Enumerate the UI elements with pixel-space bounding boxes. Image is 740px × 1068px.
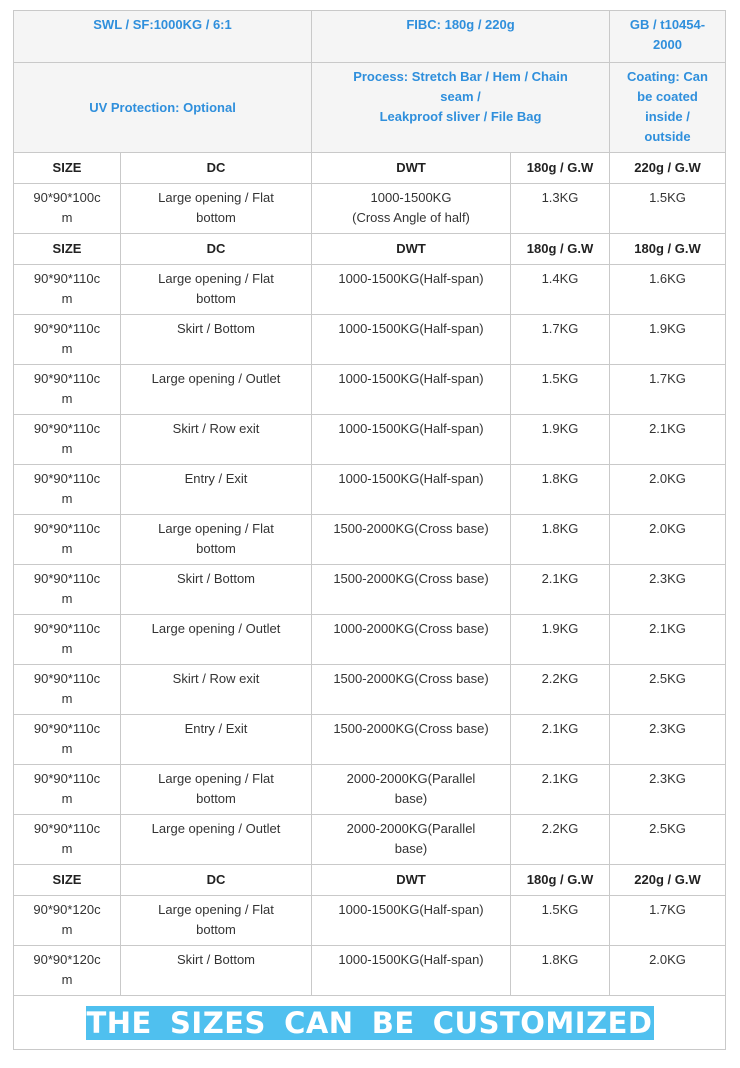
dwt-line: 1000-1500KG(Half-span) [338, 371, 484, 386]
size-cell [14, 365, 121, 415]
dwt-cell [312, 315, 511, 365]
size-line: 90*90*110c [33, 771, 101, 786]
dwt-line: 1500-2000KG(Cross base) [333, 521, 489, 536]
size-line: m [61, 691, 73, 706]
gw-180g-cell: 2.2KG [511, 665, 610, 715]
dc-cell [121, 265, 312, 315]
gw-180g-header: 180g / G.W [511, 153, 610, 184]
gw-180g-cell: 1.5KG [511, 365, 610, 415]
table-row [14, 365, 726, 415]
dwt-cell [312, 615, 511, 665]
swl-cell: SWL / SF:1000KG / 6:1 [14, 11, 312, 63]
dc-cell [121, 946, 312, 996]
dc-cell [121, 565, 312, 615]
size-header: SIZE [14, 153, 121, 184]
dwt-line: base) [394, 791, 428, 806]
gw-180g-cell: 1.8KG [511, 465, 610, 515]
dc-line: Large opening / Flat [158, 521, 274, 536]
size-header: SIZE [14, 234, 121, 265]
size-line: 90*90*100c [33, 190, 101, 205]
gw-220g-cell: 1.9KG [610, 315, 726, 365]
column-header-row [14, 153, 726, 184]
dc-cell [121, 415, 312, 465]
dwt-cell [312, 715, 511, 765]
table-row [14, 315, 726, 365]
gw-180g-cell: 1.5KG [511, 896, 610, 946]
dc-line: Large opening / Flat [158, 271, 274, 286]
table-row [14, 565, 726, 615]
dwt-line: 1500-2000KG(Cross base) [333, 571, 489, 586]
coating-line: Coating: Can [627, 69, 708, 84]
dc-header: DC [121, 153, 312, 184]
uv-protection-cell: UV Protection: Optional [14, 63, 312, 153]
size-line: m [61, 341, 73, 356]
header-row-1 [14, 11, 726, 63]
process-line: Leakproof sliver / File Bag [379, 109, 542, 124]
dwt-line: 1000-1500KG(Half-span) [338, 902, 484, 917]
banner-cell [14, 996, 726, 1050]
gb-line: GB / t10454- [629, 17, 706, 32]
gw-220g-cell: 2.0KG [610, 946, 726, 996]
table-row [14, 615, 726, 665]
size-line: 90*90*110c [33, 471, 101, 486]
dwt-line: 1000-1500KG(Half-span) [338, 271, 484, 286]
dc-line: Skirt / Bottom [176, 952, 256, 967]
dwt-line: 1000-1500KG(Half-span) [338, 421, 484, 436]
dwt-cell [312, 665, 511, 715]
dc-cell [121, 515, 312, 565]
coating-line: be coated [637, 89, 698, 104]
dc-line: Large opening / Flat [158, 190, 274, 205]
gw-180g-cell: 2.1KG [511, 565, 610, 615]
dc-line: Skirt / Bottom [176, 571, 256, 586]
dwt-cell [312, 265, 511, 315]
dwt-cell [312, 946, 511, 996]
dc-header: DC [121, 865, 312, 896]
customize-banner: THE SIZES CAN BE CUSTOMIZED [86, 1006, 653, 1040]
column-header-row [14, 234, 726, 265]
gb-line: 2000 [653, 37, 682, 52]
table-row [14, 946, 726, 996]
size-line: 90*90*110c [33, 421, 101, 436]
gw-180g-cell: 1.9KG [511, 415, 610, 465]
gw-220g-header: 220g / G.W [610, 865, 726, 896]
dc-line: Large opening / Flat [158, 771, 274, 786]
dc-cell [121, 715, 312, 765]
size-cell [14, 515, 121, 565]
dc-cell [121, 615, 312, 665]
table-row [14, 515, 726, 565]
table-row [14, 815, 726, 865]
gw-220g-cell: 1.7KG [610, 896, 726, 946]
gw-180g-cell: 1.8KG [511, 515, 610, 565]
table-row [14, 265, 726, 315]
banner-row [14, 996, 726, 1050]
dc-line: Large opening / Outlet [151, 821, 281, 836]
size-cell [14, 665, 121, 715]
size-line: m [61, 491, 73, 506]
size-line: 90*90*110c [33, 571, 101, 586]
size-line: m [61, 591, 73, 606]
dc-cell [121, 665, 312, 715]
dc-line: bottom [196, 922, 236, 937]
column-header-row [14, 865, 726, 896]
size-line: m [61, 741, 73, 756]
dc-cell [121, 465, 312, 515]
size-line: 90*90*110c [33, 371, 101, 386]
dwt-cell [312, 415, 511, 465]
dwt-line: 1000-1500KG(Half-span) [338, 952, 484, 967]
dc-line: Skirt / Bottom [176, 321, 256, 336]
size-cell [14, 265, 121, 315]
dwt-header: DWT [312, 234, 511, 265]
dc-line: Large opening / Flat [158, 902, 274, 917]
size-cell [14, 465, 121, 515]
dc-cell [121, 896, 312, 946]
dc-cell [121, 365, 312, 415]
size-line: m [61, 841, 73, 856]
table-row [14, 465, 726, 515]
gw-220g-cell: 1.7KG [610, 365, 726, 415]
size-line: 90*90*110c [33, 671, 101, 686]
size-line: m [61, 291, 73, 306]
size-cell [14, 565, 121, 615]
dc-line: Entry / Exit [184, 721, 248, 736]
size-line: m [61, 441, 73, 456]
dc-line: bottom [196, 210, 236, 225]
dc-line: Large opening / Outlet [151, 371, 281, 386]
gw-220g-cell: 2.0KG [610, 465, 726, 515]
dwt-line: base) [394, 841, 428, 856]
gw-220g-header: 180g / G.W [610, 234, 726, 265]
dwt-line: 2000-2000KG(Parallel [346, 771, 476, 786]
size-line: 90*90*120c [33, 952, 101, 967]
gw-180g-header: 180g / G.W [511, 865, 610, 896]
dwt-line: 1000-2000KG(Cross base) [333, 621, 489, 636]
table-row [14, 765, 726, 815]
gw-220g-cell: 2.0KG [610, 515, 726, 565]
size-cell [14, 946, 121, 996]
dwt-cell [312, 765, 511, 815]
dc-line: Entry / Exit [184, 471, 248, 486]
table-row [14, 715, 726, 765]
table-row [14, 665, 726, 715]
process-line: Process: Stretch Bar / Hem / Chain [353, 69, 568, 84]
size-cell [14, 765, 121, 815]
coating-line: outside [644, 129, 691, 144]
dwt-line: 1500-2000KG(Cross base) [333, 671, 489, 686]
spec-table-body [14, 11, 726, 996]
gw-180g-cell: 2.1KG [511, 765, 610, 815]
dc-cell [121, 315, 312, 365]
gw-220g-cell: 1.5KG [610, 184, 726, 234]
size-line: m [61, 641, 73, 656]
size-line: m [61, 391, 73, 406]
gw-180g-cell: 1.7KG [511, 315, 610, 365]
dwt-cell [312, 515, 511, 565]
dwt-line: 2000-2000KG(Parallel [346, 821, 476, 836]
size-cell [14, 315, 121, 365]
gw-180g-cell: 1.3KG [511, 184, 610, 234]
size-line: 90*90*110c [33, 271, 101, 286]
dc-line: Skirt / Row exit [172, 671, 260, 686]
dc-line: bottom [196, 541, 236, 556]
size-cell [14, 184, 121, 234]
gw-220g-cell: 2.5KG [610, 815, 726, 865]
gw-180g-cell: 2.2KG [511, 815, 610, 865]
gw-180g-cell: 1.4KG [511, 265, 610, 315]
dwt-cell [312, 815, 511, 865]
size-line: 90*90*110c [33, 821, 101, 836]
size-line: m [61, 210, 73, 225]
size-line: m [61, 972, 73, 987]
gw-220g-cell: 2.5KG [610, 665, 726, 715]
fibc-cell: FIBC: 180g / 220g [312, 11, 610, 63]
size-header: SIZE [14, 865, 121, 896]
dwt-line: (Cross Angle of half) [352, 210, 470, 225]
dwt-cell [312, 465, 511, 515]
gw-220g-cell: 2.1KG [610, 415, 726, 465]
dc-cell [121, 815, 312, 865]
size-cell [14, 415, 121, 465]
dc-line: Large opening / Outlet [151, 621, 281, 636]
size-line: 90*90*110c [33, 521, 101, 536]
coating-line: inside / [645, 109, 690, 124]
gb-standard-cell [610, 11, 726, 63]
process-line: seam / [440, 89, 481, 104]
gw-220g-cell: 2.3KG [610, 715, 726, 765]
size-cell [14, 896, 121, 946]
gw-220g-cell: 1.6KG [610, 265, 726, 315]
dc-cell [121, 765, 312, 815]
gw-180g-cell: 1.8KG [511, 946, 610, 996]
gw-220g-cell: 2.1KG [610, 615, 726, 665]
dwt-cell [312, 184, 511, 234]
gw-220g-header: 220g / G.W [610, 153, 726, 184]
table-row [14, 896, 726, 946]
dwt-line: 1500-2000KG(Cross base) [333, 721, 489, 736]
dwt-cell [312, 365, 511, 415]
table-row [14, 415, 726, 465]
gw-180g-cell: 1.9KG [511, 615, 610, 665]
size-line: m [61, 922, 73, 937]
gw-220g-cell: 2.3KG [610, 765, 726, 815]
size-line: 90*90*120c [33, 902, 101, 917]
spec-table [13, 10, 726, 1050]
dwt-header: DWT [312, 153, 511, 184]
process-cell [312, 63, 610, 153]
dc-line: bottom [196, 291, 236, 306]
size-line: m [61, 541, 73, 556]
dc-line: bottom [196, 791, 236, 806]
dc-header: DC [121, 234, 312, 265]
dwt-cell [312, 896, 511, 946]
dc-cell [121, 184, 312, 234]
gw-220g-cell: 2.3KG [610, 565, 726, 615]
dwt-cell [312, 565, 511, 615]
size-cell [14, 815, 121, 865]
size-line: 90*90*110c [33, 321, 101, 336]
dwt-line: 1000-1500KG(Half-span) [338, 471, 484, 486]
dwt-line: 1000-1500KG(Half-span) [338, 321, 484, 336]
gw-180g-header: 180g / G.W [511, 234, 610, 265]
size-line: 90*90*110c [33, 721, 101, 736]
size-cell [14, 615, 121, 665]
size-line: 90*90*110c [33, 621, 101, 636]
size-line: m [61, 791, 73, 806]
table-row [14, 184, 726, 234]
coating-cell [610, 63, 726, 153]
size-cell [14, 715, 121, 765]
dwt-line: 1000-1500KG [370, 190, 452, 205]
dwt-header: DWT [312, 865, 511, 896]
dc-line: Skirt / Row exit [172, 421, 260, 436]
gw-180g-cell: 2.1KG [511, 715, 610, 765]
header-row-2 [14, 63, 726, 153]
